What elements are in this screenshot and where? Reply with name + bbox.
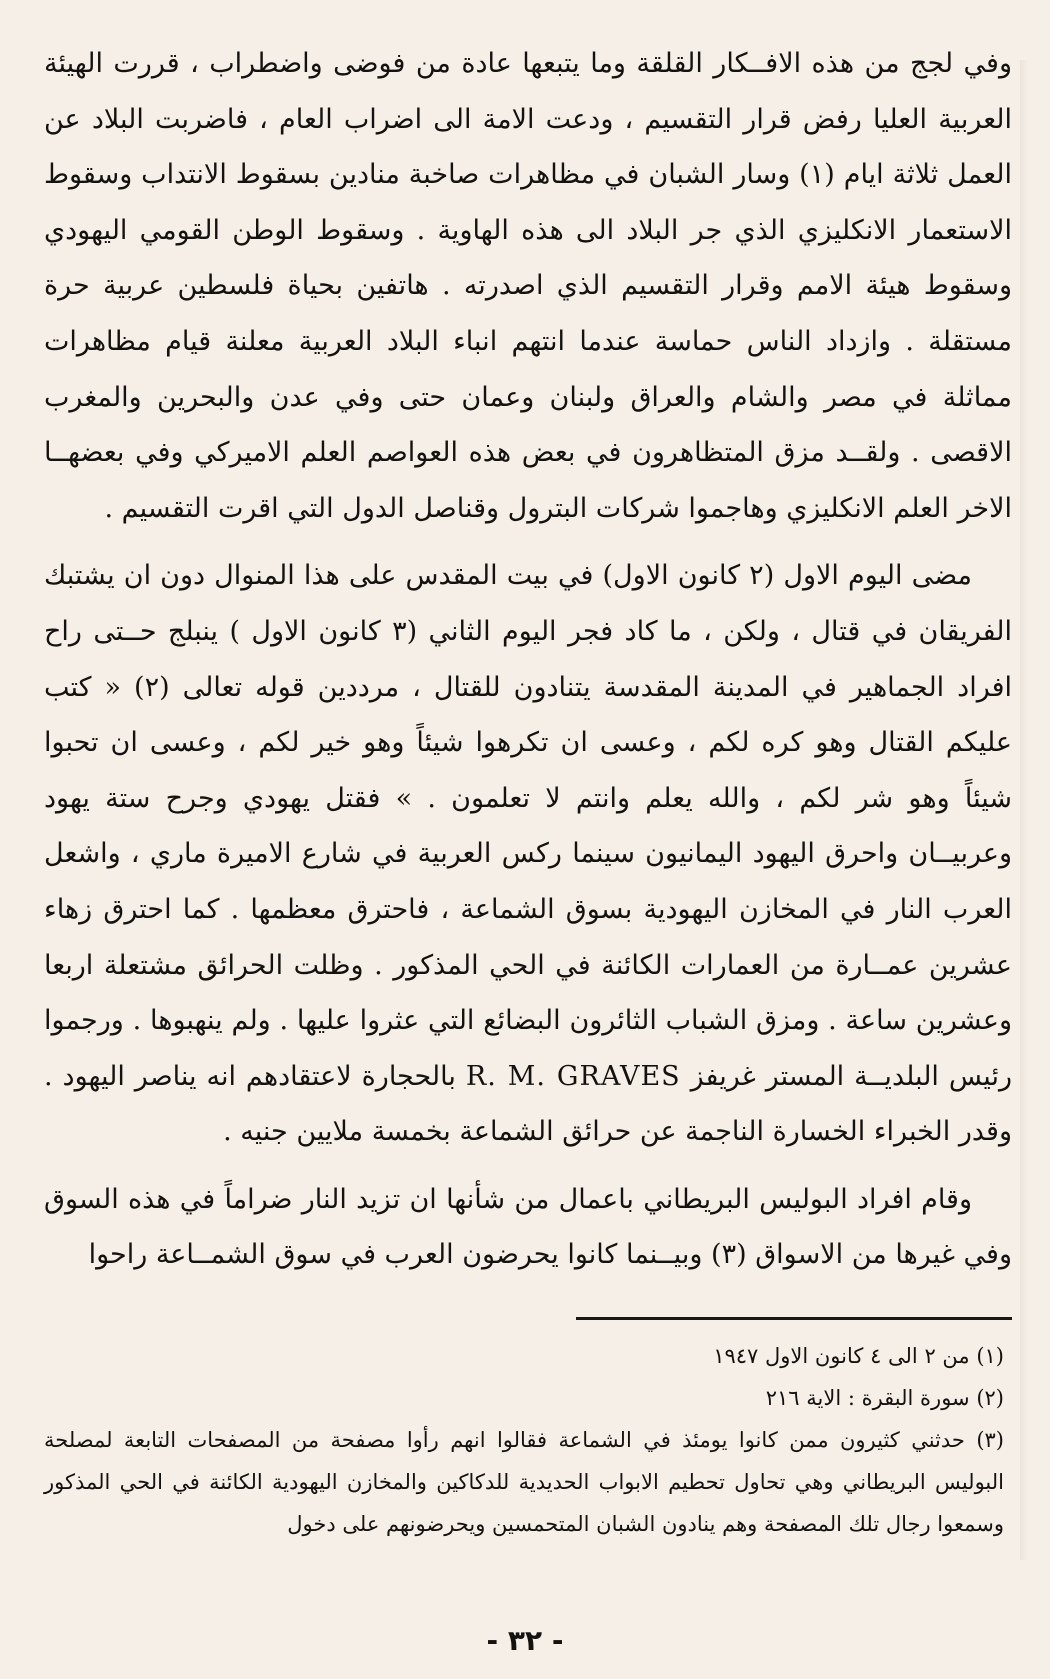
footnote-separator: [576, 1317, 1012, 1320]
latin-name: R. M. GRAVES: [465, 1060, 681, 1092]
footnote-1: (١) من ٢ الى ٤ كانون الاول ١٩٤٧: [713, 1344, 1004, 1368]
paragraph-3: وقام افراد البوليس البريطاني باعمال من شأنها ان تزيد النار ضراماً في هذه السوق وفي غيرها من الاسواق (٣) وبيــنما كانوا يحرضون العرب في سوق الشمــاعة راحوا: [44, 1183, 1012, 1271]
paragraph-1: وفي لجج من هذه الافــكار القلقة وما يتبعها عادة من فوضى واضطراب ، قررت الهيئة العربية العليا رفض قرار التقسيم ، ودعت الامة الى اضراب العام ، فاضربت البلاد عن العمل ثلاثة ايام (١) وسار الشبان في مظاهرات صاخبة منادين بسقوط الانتداب وسقوط الاستعمار الانكليزي الذي جر البلاد الى هذه الهاوية . وسقوط الوطن القومي اليهودي وسقوط هيئة الامم وقرار التقسيم الذي اصدرته . هاتفين بحياة فلسطين عربية حرة مستقلة . وازداد الناس حماسة عندما انتهم انباء البلاد العربية معلنة قيام مظاهرات مماثلة في مصر والشام والعراق ولبنان وعمان حتى وفي عدن والبحرين والمغرب الاقصى . ولقــد مزق المتظاهرون في بعض هذه العواصم العلم الاميركي وفي بعضهــا الاخر العلم الانكليزي وهاجموا شركات البترول وقناصل الدول التي اقرت التقسيم .: [44, 48, 1012, 524]
paragraph-2-end: بالحجارة لاعتقادهم انه يناصر اليهود . وقدر الخبراء الخسارة الناجمة عن حرائق الشماعة بخمسة ملايين جنيه .: [44, 1060, 1012, 1148]
paragraph-2: [44, 548, 1012, 1160]
footnotes: [44, 1335, 1012, 1545]
footnote-3: (٣) حدثني كثيرون ممن كانوا يومئذ في الشماعة فقالوا انهم رأوا مصفحة من المصفحات التابعة لمصلحة البوليس البريطاني وهي تحاول تحطيم الابواب الحديدية للدكاكين والمخازن اليهودية الكائنة في الحي المذكور وسمعوا رجال تلك المصفحة وهم ينادون الشبان المتحمسين ويحرضونهم على دخول: [44, 1428, 1004, 1536]
paragraph-2-text: مضى اليوم الاول (٢ كانون الاول) في بيت المقدس على هذا المنوال دون ان يشتبك الفريقان في قتال ، ولكن ، ما كاد فجر اليوم الثاني (٣ كانون الاول ) ينبلج حــتى راح افراد الجماهير في المدينة المقدسة يتنادون للقتال ، مرددين قوله تعالى (٢) « كتب عليكم القتال وهو كره لكم ، وعسى ان تكرهوا شيئاً وهو خير لكم ، وعسى ان تحبوا شيئاً وهو شر لكم ، والله يعلم وانتم لا تعلمون . » فقتل يهودي وجرح ستة يهود وعربيــان واحرق اليهود اليمانيون سينما ركس العربية في شارع الاميرة ماري ، واشعل العرب النار في المخازن اليهودية بسوق الشماعة ، فاحترق معظمها . كما احترق زهاء عشرين عمــارة من العمارات الكائنة في الحي المذكور . وظلت الحرائق مشتعلة اربعا وعشرين ساعة . ومزق الشباب الثائرون البضائع التي عثروا عليها . ولم ينهبوها . ورجموا رئيس البلديــة المستر غريفز: [44, 560, 1013, 1092]
page-edge-shadow: [1020, 60, 1028, 1560]
footnote-2: (٢) سورة البقرة : الاية ٢١٦: [765, 1386, 1004, 1410]
page-number: - ٣٢ -: [486, 1624, 564, 1657]
main-text: [44, 36, 1012, 1283]
